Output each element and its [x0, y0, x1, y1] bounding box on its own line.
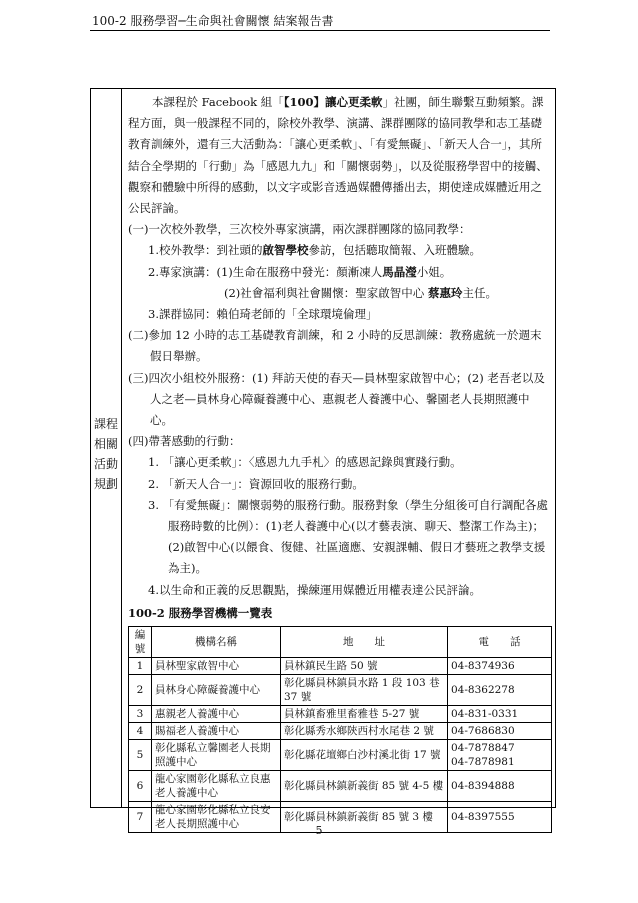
section-4-item-3: 3. 「有愛無礙」：關懷弱勢的服務行動。服務對象（學生分組後可自行調配各處服務時數的比例）：(1)老人養護中心(以才藝表演、聊天、整潔工作為主)；(2)啟智中心(以餵食、復健、社區適應、安親課輔、假日才藝班之教學支援為主)。: [148, 497, 548, 576]
item-bold: 啟智學校: [262, 243, 309, 258]
table-row: [129, 658, 552, 675]
item-text: 2.專家演講：(1)生命在服務中發光：顏漸凍人: [148, 264, 383, 279]
intro-paragraph: [128, 92, 552, 219]
cell-name: 賜福老人養護中心: [152, 723, 281, 740]
item-bold: 馬晶瀅: [382, 264, 417, 279]
section-4-item-1: 1. 「讓心更柔軟」：〈感恩九九手札〉的感恩記錄與實踐行動。: [148, 455, 462, 470]
cell-address: 彰化縣秀水鄉陝西村水尾巷 2 號: [281, 723, 448, 740]
side-label-line: 活動: [93, 457, 118, 471]
cell-address: 員林鎮畜雅里畜雅巷 5-27 號: [281, 706, 448, 723]
facebook-group-name: 【100】讓心更柔軟: [283, 95, 383, 109]
cell-address: 彰化縣員林鎮新義街 85 號 3 樓: [281, 802, 448, 833]
side-label-line: 課程: [93, 417, 118, 431]
cell-phone: 04-8362278: [448, 675, 552, 706]
col-phone: 電 話: [448, 627, 552, 658]
section-4: (四)帶著感動的行動：: [128, 434, 241, 449]
section-1-item-3: 3.課群協同：賴伯琦老師的「全球環境倫理」: [148, 307, 378, 322]
intro-text-rest: 」社團，師生聯繫互動頻繁。課程方面，與一般課程不同的，除校外教學、演講、課群團隊的協同教學和志工基礎教育訓練外，還有三大活動為：「讓心更柔軟」、「有愛無礙」、「新天人合一」，其所結合全學期的「行動」為「感恩九九」和「關懷弱勢」，以及從服務學習中的接觸、觀察和體驗中所得的感動，以文字或影音透過媒體傳播出去，期使達成媒體近用之公民評論。: [128, 95, 548, 216]
cell-address: 彰化縣員林鎮員水路 1 段 103 巷 37 號: [281, 675, 448, 706]
section-3: (三)四次小組校外服務：(1) 拜訪天使的春天—員林聖家啟智中心；(2) 老吾老以及人之老—員林身心障礙養護中心、惠親老人養護中心、馨園老人長期照護中心。: [128, 370, 545, 428]
table-row: [129, 771, 552, 802]
header-rule: [90, 30, 550, 31]
institution-table: [128, 626, 552, 833]
item-text: 主任。: [462, 285, 497, 300]
table-header-row: [129, 627, 552, 658]
item-text: 1.校外教學：到社頭的: [148, 243, 263, 258]
side-label: [90, 414, 122, 494]
table-title: 100-2 服務學習機構一覽表: [128, 605, 273, 620]
section-1: (一)一次校外教學，三次校外專家演講，兩次課群團隊的協同教學：: [128, 222, 471, 237]
cell-number: 5: [129, 740, 152, 771]
section-1-item-2b: [128, 283, 552, 304]
cell-number: 3: [129, 706, 152, 723]
item-text: (2)社會福利與社會關懷：聖家啟智中心: [224, 285, 428, 300]
section-1-item-2: [128, 262, 552, 283]
table-row: [129, 675, 552, 706]
item-bold: 蔡惠玲: [427, 285, 463, 300]
cell-phone: 04-7878847 04-7878981: [448, 740, 552, 771]
course-plan-body: [128, 92, 552, 833]
cell-name: 員林身心障礙養護中心: [152, 675, 281, 706]
cell-number: 6: [129, 771, 152, 802]
cell-address: 彰化縣員林鎮新義街 85 號 4-5 樓: [281, 771, 448, 802]
table-row: [129, 723, 552, 740]
section-4-item-2: 2. 「新天人合一」：資源回收的服務行動。: [148, 476, 364, 491]
side-label-line: 相關: [93, 437, 118, 451]
cell-name: 惠親老人養護中心: [152, 706, 281, 723]
cell-phone: 04-8374936: [448, 658, 552, 675]
page-number: 5: [315, 824, 323, 837]
cell-phone: 04-7686830: [448, 723, 552, 740]
table-row: [129, 740, 552, 771]
cell-name: 員林聖家啟智中心: [152, 658, 281, 675]
item-text: 小姐。: [416, 264, 452, 279]
cell-phone: 04-831-0331: [448, 706, 552, 723]
cell-name: 龍心家園彰化縣私立良安老人長期照護中心: [152, 802, 281, 833]
section-1-item-1: [128, 240, 552, 261]
cell-name: 彰化縣私立馨園老人長期照護中心: [152, 740, 281, 771]
col-name: 機構名稱: [152, 627, 281, 658]
cell-phone: 04-8394888: [448, 771, 552, 802]
cell-number: 1: [129, 658, 152, 675]
cell-name: 龍心家園彰化縣私立良惠老人養護中心: [152, 771, 281, 802]
side-column: [90, 88, 122, 808]
page-header: 100-2 服務學習─生命與社會關懷 結案報告書: [92, 14, 334, 28]
intro-text: 本課程於 Facebook 組「: [152, 95, 284, 109]
cell-address: 員林鎮民生路 50 號: [281, 658, 448, 675]
side-label-line: 規劃: [93, 477, 118, 491]
table-row: [129, 706, 552, 723]
col-address: 地 址: [281, 627, 448, 658]
cell-number: 2: [129, 675, 152, 706]
cell-address: 彰化縣花壇鄉白沙村溪北街 17 號: [281, 740, 448, 771]
section-2: (二)參加 12 小時的志工基礎教育訓練，和 2 小時的反思訓練：教務處統一於週末假日舉辦。: [128, 328, 542, 364]
col-number: 編號: [129, 627, 152, 658]
cell-number: 4: [129, 723, 152, 740]
cell-phone: 04-8397555: [448, 802, 552, 833]
item-text: 參訪，包括聽取簡報、入班體驗。: [308, 243, 481, 258]
section-4-item-4: 4.以生命和正義的反思觀點，操練運用媒體近用權表達公民評論。: [148, 582, 481, 597]
cell-number: 7: [129, 802, 152, 833]
